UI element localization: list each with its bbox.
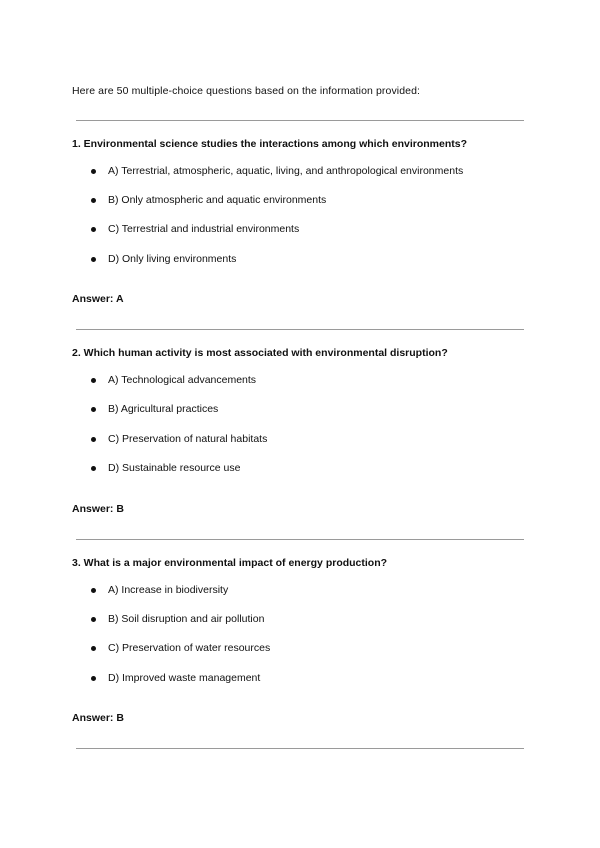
- question-1-text: 1. Environmental science studies the interactions among which environments?: [72, 138, 468, 150]
- question-1-option-a: [91, 164, 463, 178]
- option-label: A) Technological advancements: [108, 374, 257, 386]
- question-3-option-c: [91, 641, 270, 655]
- question-2-text: 2. Which human activity is most associated with environmental disruption?: [72, 347, 448, 359]
- option-label: C) Preservation of natural habitats: [108, 433, 268, 445]
- question-2-option-d: [91, 461, 241, 475]
- bullet-icon: [91, 198, 96, 203]
- bullet-icon: [91, 378, 96, 383]
- bullet-icon: [91, 646, 96, 651]
- divider: [76, 539, 524, 540]
- question-2-answer: Answer: B: [72, 503, 124, 515]
- option-label: B) Soil disruption and air pollution: [108, 613, 265, 625]
- bullet-icon: [91, 466, 96, 471]
- option-label: A) Increase in biodiversity: [108, 584, 229, 596]
- option-label: C) Preservation of water resources: [108, 642, 271, 654]
- option-label: D) Only living environments: [108, 253, 237, 265]
- divider: [76, 120, 524, 121]
- option-label: A) Terrestrial, atmospheric, aquatic, living, and anthropological environments: [108, 165, 464, 177]
- bullet-icon: [91, 257, 96, 262]
- bullet-icon: [91, 227, 96, 232]
- question-1-option-d: [91, 252, 236, 266]
- option-label: D) Sustainable resource use: [108, 462, 241, 474]
- bullet-icon: [91, 407, 96, 412]
- option-label: B) Only atmospheric and aquatic environments: [108, 194, 327, 206]
- question-3-option-a: [91, 583, 228, 597]
- divider: [76, 748, 524, 749]
- question-1-answer: Answer: A: [72, 293, 124, 305]
- question-3-option-d: [91, 671, 260, 685]
- question-3-text: 3. What is a major environmental impact of energy production?: [72, 557, 388, 569]
- divider: [76, 329, 524, 330]
- question-2-option-c: [91, 432, 267, 446]
- question-3-answer: Answer: B: [72, 712, 124, 724]
- option-label: D) Improved waste management: [108, 672, 261, 684]
- bullet-icon: [91, 676, 96, 681]
- option-label: B) Agricultural practices: [108, 403, 219, 415]
- bullet-icon: [91, 169, 96, 174]
- intro-text: Here are 50 multiple-choice questions based on the information provided:: [72, 85, 421, 97]
- question-2-option-a: [91, 373, 256, 387]
- question-1-option-c: [91, 222, 299, 236]
- bullet-icon: [91, 617, 96, 622]
- question-1-option-b: [91, 193, 326, 207]
- bullet-icon: [91, 588, 96, 593]
- option-label: C) Terrestrial and industrial environments: [108, 223, 300, 235]
- question-3-option-b: [91, 612, 264, 626]
- question-2-option-b: [91, 402, 218, 416]
- bullet-icon: [91, 437, 96, 442]
